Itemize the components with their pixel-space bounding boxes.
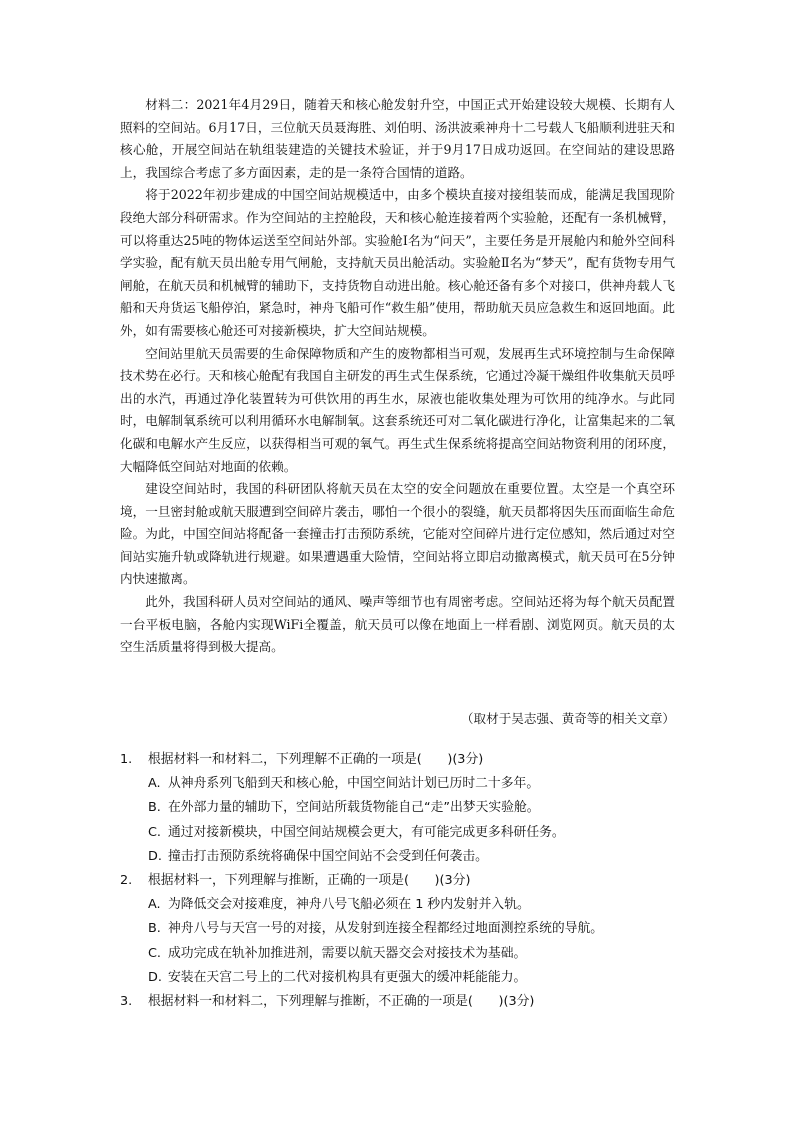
answer-option — [120, 772, 680, 796]
option-text: 为降低交会对接难度，神舟八号飞船必须在 1 秒内发射并入轨。 — [168, 897, 530, 913]
passage-paragraph: 材料二：2021年4月29日，随着天和核心舱发射升空，中国正式开始建设较大规模、长期有人照料的空间站。6月17日，三位航天员聂海胜、刘伯明、汤洪波乘神舟十二号载人飞船顺利进驻天和核心舱，开展空间站在轨组装建造的关键技术验证，并于9月17日成功返回。在空间站的建设思路上，我国综合考虑了多方面因素，走的是一条符合国情的道路。 — [120, 97, 675, 180]
option-letter: C. — [148, 824, 162, 840]
question-list — [120, 748, 680, 1014]
question-text: 根据材料一和材料二，下列理解与推断，不正确的一项是( )(3分) — [148, 993, 535, 1009]
question-stem — [120, 748, 680, 772]
answer-option — [120, 821, 680, 845]
passage-paragraph: 将于2022年初步建成的中国空间站规模适中，由多个模块直接对接组装而成，能满足我国现阶段绝大部分科研需求。作为空间站的主控舱段，天和核心舱连接着两个实验舱，还配有一条机械臂，可以将重达25吨的物体运送至空间站外部。实验舱Ⅰ名为“问天”，主要任务是开展舱内和舱外空间科学实验，配有航天员出舱专用气闸舱，支持航天员出舱活动。实验舱Ⅱ名为“梦天”，配有货物专用气闸舱，在航天员和机械臂的辅助下，支持货物自动进出舱。核心舱还备有多个对接口，供神舟载人飞船和天舟货运飞船停泊，紧急时，神舟飞船可作“救生船”使用，帮助航天员应急救生和返回地面。此外，如有需要核心舱还可对接新模块，扩大空间站规模。 — [120, 187, 675, 338]
question-number: 2. — [120, 872, 133, 888]
question-text: 根据材料一，下列理解与推断，正确的一项是( )(3分) — [148, 872, 471, 888]
option-text: 从神舟系列飞船到天和核心舱，中国空间站计划已历时二十多年。 — [168, 776, 540, 792]
option-text: 撞击打击预防系统将确保中国空间站不会受到任何袭击。 — [168, 848, 488, 864]
option-letter: A. — [148, 897, 161, 913]
answer-option — [120, 796, 680, 820]
question-stem — [120, 869, 680, 893]
option-text: 通过对接新模块，中国空间站规模会更大，有可能完成更多科研任务。 — [168, 824, 565, 840]
question-stem — [120, 990, 680, 1014]
passage-paragraph: 此外，我国科研人员对空间站的通风、噪声等细节也有周密考虑。空间站还将为每个航天员配置一台平板电脑，各舱内实现WiFi全覆盖，航天员可以像在地面上一样看剧、浏览网页。航天员的太空生活质量将得到极大提高。 — [120, 594, 675, 655]
passage-paragraph: 空间站里航天员需要的生命保障物质和产生的废物都相当可观，发展再生式环境控制与生命保障技术势在必行。天和核心舱配有我国自主研发的再生式生保系统，它通过冷凝干燥组件收集航天员呼出的水汽，再通过净化装置转为可供饮用的再生水，尿液也能收集处理为可饮用的纯净水。与此同时，电解制氧系统可以利用循环水电解制氧。这套系统还可对二氧化碳进行净化，让富集起来的二氧化碳和电解水产生反应，以获得相当可观的氧气。再生式生保系统将提高空间站物资利用的闭环度，大幅降低空间站对地面的依赖。 — [120, 345, 675, 474]
option-letter: C. — [148, 945, 162, 961]
answer-option — [120, 893, 680, 917]
option-text: 安装在天宫二号上的二代对接机构具有更强大的缓冲耗能能力。 — [168, 969, 527, 985]
question-text: 根据材料一和材料二，下列理解不正确的一项是( )(3分) — [148, 752, 484, 767]
question-number: 3. — [120, 993, 133, 1009]
passage-paragraph: 建设空间站时，我国的科研团队将航天员在太空的安全问题放在重要位置。太空是一个真空环境，一旦密封舱或航天服遭到空间碎片袭击，哪怕一个很小的裂缝，航天员都将因失压而面临生命危险。为此，中国空间站将配备一套撞击打击预防系统，它能对空间碎片进行定位感知，然后通过对空间站实施升轨或降轨进行规避。如果遭遇重大险情，空间站将立即启动撤离模式，航天员可在5分钟内快速撤离。 — [120, 481, 675, 587]
reading-passage — [120, 94, 675, 659]
option-text: 在外部力量的辅助下，空间站所载货物能自己“走”出梦天实验舱。 — [168, 800, 540, 816]
answer-option — [120, 966, 680, 990]
option-letter: D. — [148, 848, 162, 864]
option-letter: D. — [148, 969, 162, 985]
question-number: 1. — [120, 752, 133, 767]
answer-option — [120, 942, 680, 966]
option-letter: A. — [148, 776, 161, 792]
answer-option — [120, 917, 680, 941]
option-text: 神舟八号与天宫一号的对接，从发射到连接全程都经过地面测控系统的导航。 — [168, 921, 604, 937]
option-letter: B. — [148, 921, 161, 937]
answer-option — [120, 845, 680, 869]
option-letter: B. — [148, 800, 161, 816]
source-citation: （取材于吴志强、黄奇等的相关文章） — [460, 711, 675, 726]
option-text: 成功完成在轨补加推进剂，需要以航天器交会对接技术为基础。 — [168, 945, 527, 961]
